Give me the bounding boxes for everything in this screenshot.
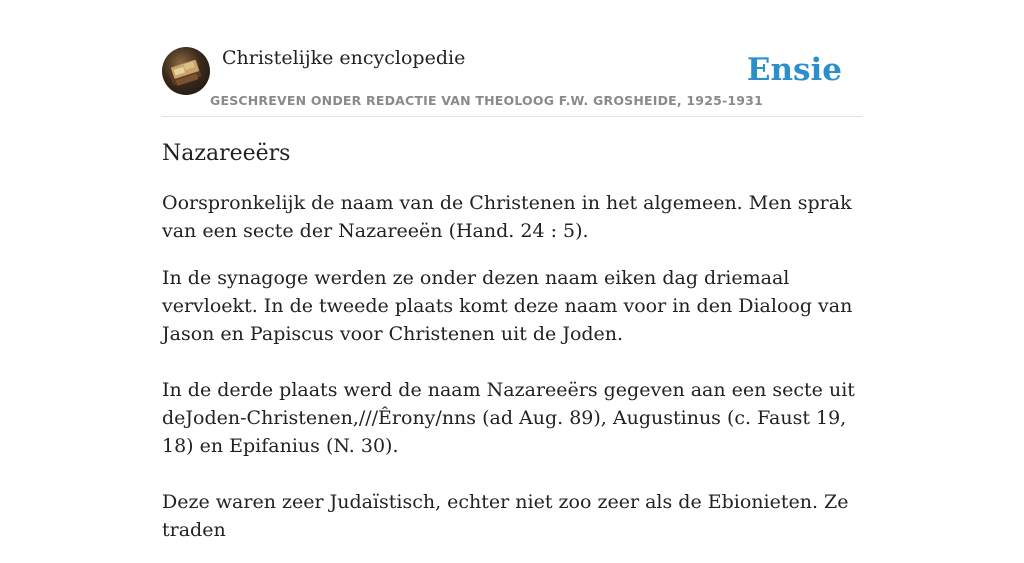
book-thumbnail-icon[interactable] (162, 47, 210, 95)
source-title[interactable]: Christelijke encyclopedie (222, 47, 466, 69)
source-header (162, 46, 862, 117)
source-subtitle: GESCHREVEN ONDER REDACTIE VAN THEOLOOG F.W. GROSHEIDE, 1925-1931 (210, 93, 763, 108)
article-paragraph: Deze waren zeer Judaïstisch, echter niet zoo zeer als de Ebionieten. Ze traden (162, 491, 849, 541)
book-thumbnail-image (162, 47, 210, 95)
article-title: Nazareeërs (162, 141, 291, 166)
article (162, 138, 862, 563)
article-paragraph: In de synagoge werden ze onder dezen naam eiken dag driemaal vervloekt. In de tweede plaats komt deze naam voor in den Dialoog van Jason en Papiscus voor Christenen uit de Joden. (162, 267, 853, 345)
article-paragraph: In de derde plaats werd de naam Nazareeërs gegeven aan een secte uit deJoden-Christenen,///Êrony/nns (ad Aug. 89), Augustinus (c. Faust 19, 18) en Epifanius (N. 30). (162, 379, 855, 457)
ensie-logo-link[interactable]: Ensie (746, 52, 842, 88)
article-paragraph: Oorspronkelijk de naam van de Christenen in het algemeen. Men sprak van een secte der Nazareeën (Hand. 24 : 5). (162, 192, 852, 242)
